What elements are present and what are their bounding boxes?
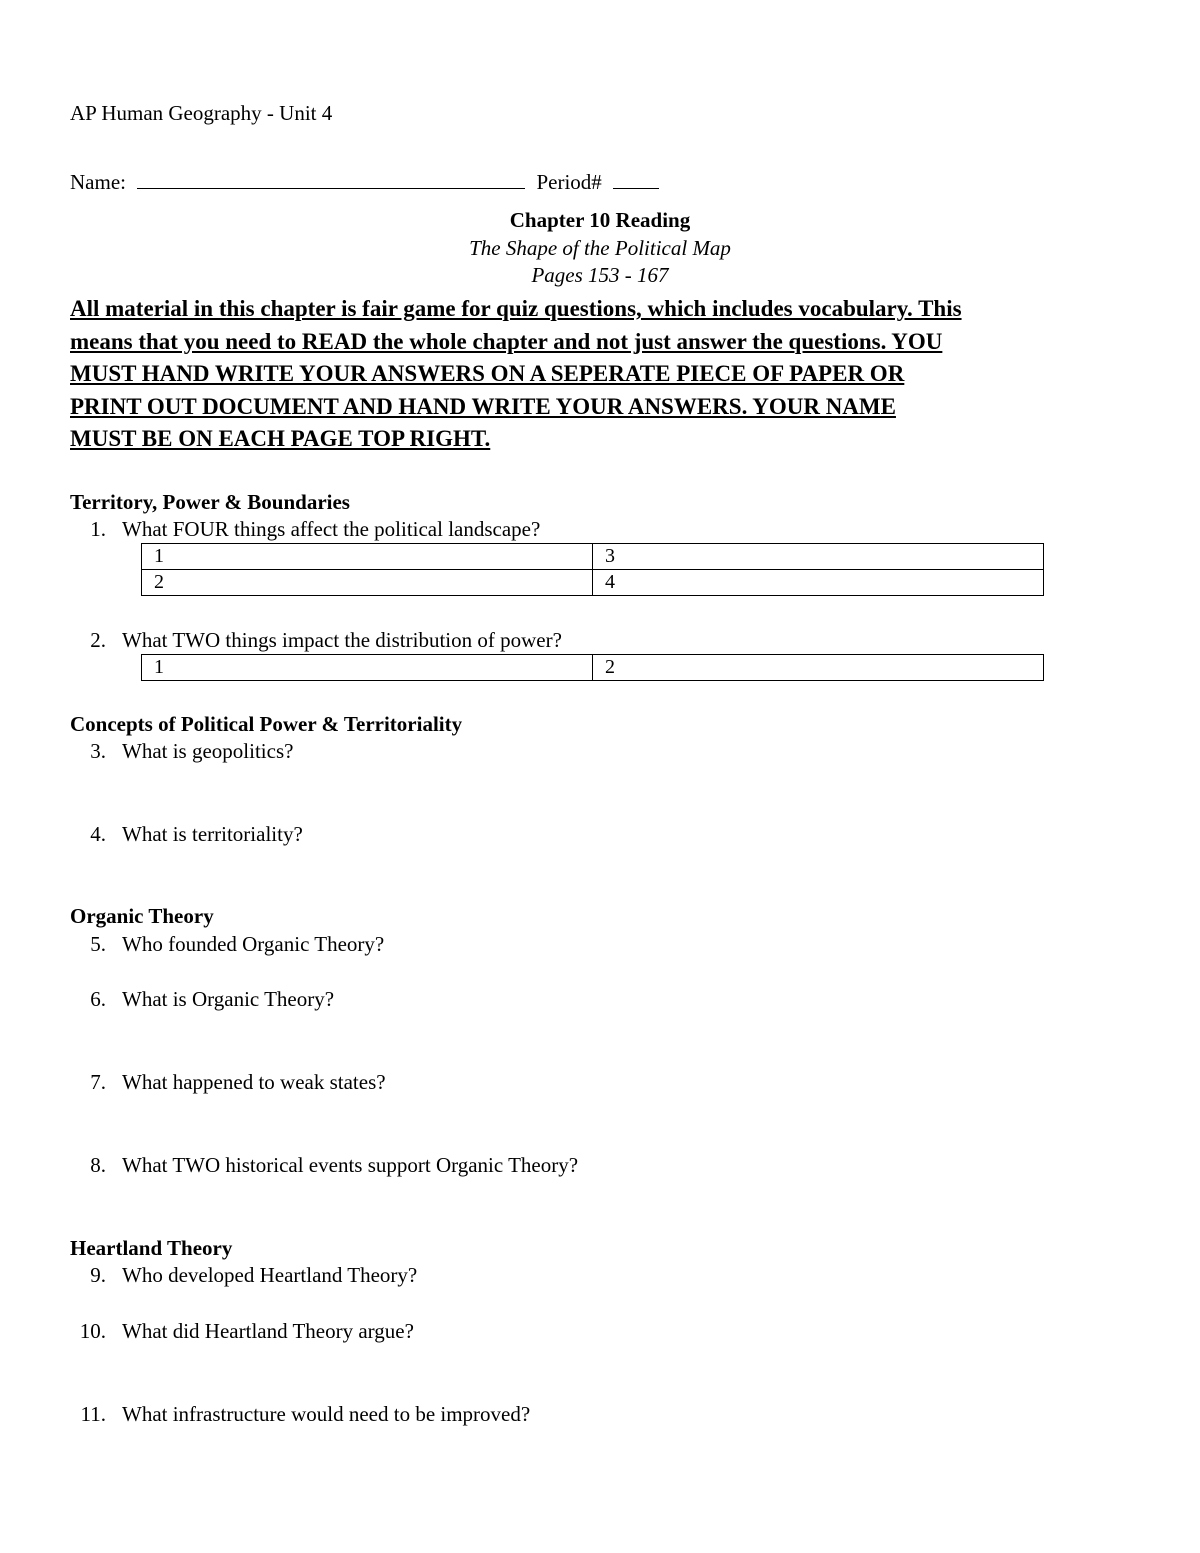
course-title: AP Human Geography - Unit 4	[70, 101, 333, 125]
chapter-pages: Pages 153 - 167	[531, 263, 669, 287]
question-11	[70, 1404, 530, 1425]
question-9	[70, 1265, 417, 1286]
answer-cell[interactable]: 1	[142, 655, 593, 681]
question-10	[70, 1321, 414, 1342]
question-7	[70, 1072, 386, 1093]
question-text: What TWO things impact the distribution of power?	[122, 628, 562, 652]
instructions-line: means that you need to READ the whole chapter and not just answer the questions. YOU	[70, 328, 943, 354]
instructions-line: PRINT OUT DOCUMENT AND HAND WRITE YOUR ANSWERS. YOUR NAME	[70, 393, 896, 419]
question-number: 7.	[90, 1070, 106, 1094]
name-blank[interactable]	[137, 170, 525, 189]
question-text: What is geopolitics?	[122, 739, 294, 763]
section-heading-organic: Organic Theory	[70, 904, 214, 928]
question-number: 2.	[90, 628, 106, 652]
chapter-title: Chapter 10 Reading	[509, 208, 691, 232]
instructions-line: MUST BE ON EACH PAGE TOP RIGHT.	[70, 426, 491, 451]
answer-cell[interactable]: 4	[593, 570, 1044, 596]
instructions-line: All material in this chapter is fair game for quiz questions, which includes vocabulary. This	[70, 296, 962, 321]
period-label: Period#	[536, 170, 602, 194]
answer-cell[interactable]: 1	[142, 544, 593, 570]
question-number: 3.	[90, 739, 106, 763]
question-text: What FOUR things affect the political landscape?	[122, 517, 541, 541]
question-5	[70, 934, 384, 955]
question-text: Who founded Organic Theory?	[122, 932, 385, 956]
period-blank[interactable]	[613, 170, 659, 189]
question-6	[70, 989, 334, 1010]
instructions-block	[70, 293, 1100, 456]
question-text: What is Organic Theory?	[122, 987, 335, 1011]
question-text: What TWO historical events support Organic Theory?	[122, 1153, 579, 1177]
question-number: 5.	[90, 932, 106, 956]
question-1	[70, 519, 540, 540]
question-text: Who developed Heartland Theory?	[122, 1263, 418, 1287]
section-heading-territory: Territory, Power & Boundaries	[70, 490, 350, 514]
answer-cell[interactable]: 3	[593, 544, 1044, 570]
question-number: 4.	[90, 822, 106, 846]
question-number: 11.	[80, 1402, 106, 1426]
question-number: 1.	[90, 517, 106, 541]
name-period-line	[70, 170, 659, 193]
section-heading-heartland: Heartland Theory	[70, 1236, 233, 1260]
answer-cell[interactable]: 2	[593, 655, 1044, 681]
question-2	[70, 630, 562, 651]
question-3	[70, 741, 293, 762]
answer-cell[interactable]: 2	[142, 570, 593, 596]
question-number: 9.	[90, 1263, 106, 1287]
question-text: What infrastructure would need to be improved?	[122, 1402, 531, 1426]
question-number: 6.	[90, 987, 106, 1011]
question-text: What happened to weak states?	[122, 1070, 386, 1094]
question-4	[70, 824, 303, 845]
question-text: What did Heartland Theory argue?	[122, 1319, 414, 1343]
chapter-subtitle: The Shape of the Political Map	[469, 236, 731, 260]
answer-table-q2	[141, 654, 1044, 681]
name-label: Name:	[70, 170, 126, 194]
answer-table-q1	[141, 543, 1044, 596]
section-heading-concepts: Concepts of Political Power & Territoriality	[70, 712, 463, 736]
instructions-line: MUST HAND WRITE YOUR ANSWERS ON A SEPERATE PIECE OF PAPER OR	[70, 361, 905, 386]
question-number: 10.	[79, 1319, 106, 1343]
question-number: 8.	[90, 1153, 106, 1177]
question-8	[70, 1155, 578, 1176]
question-text: What is territoriality?	[122, 822, 303, 846]
